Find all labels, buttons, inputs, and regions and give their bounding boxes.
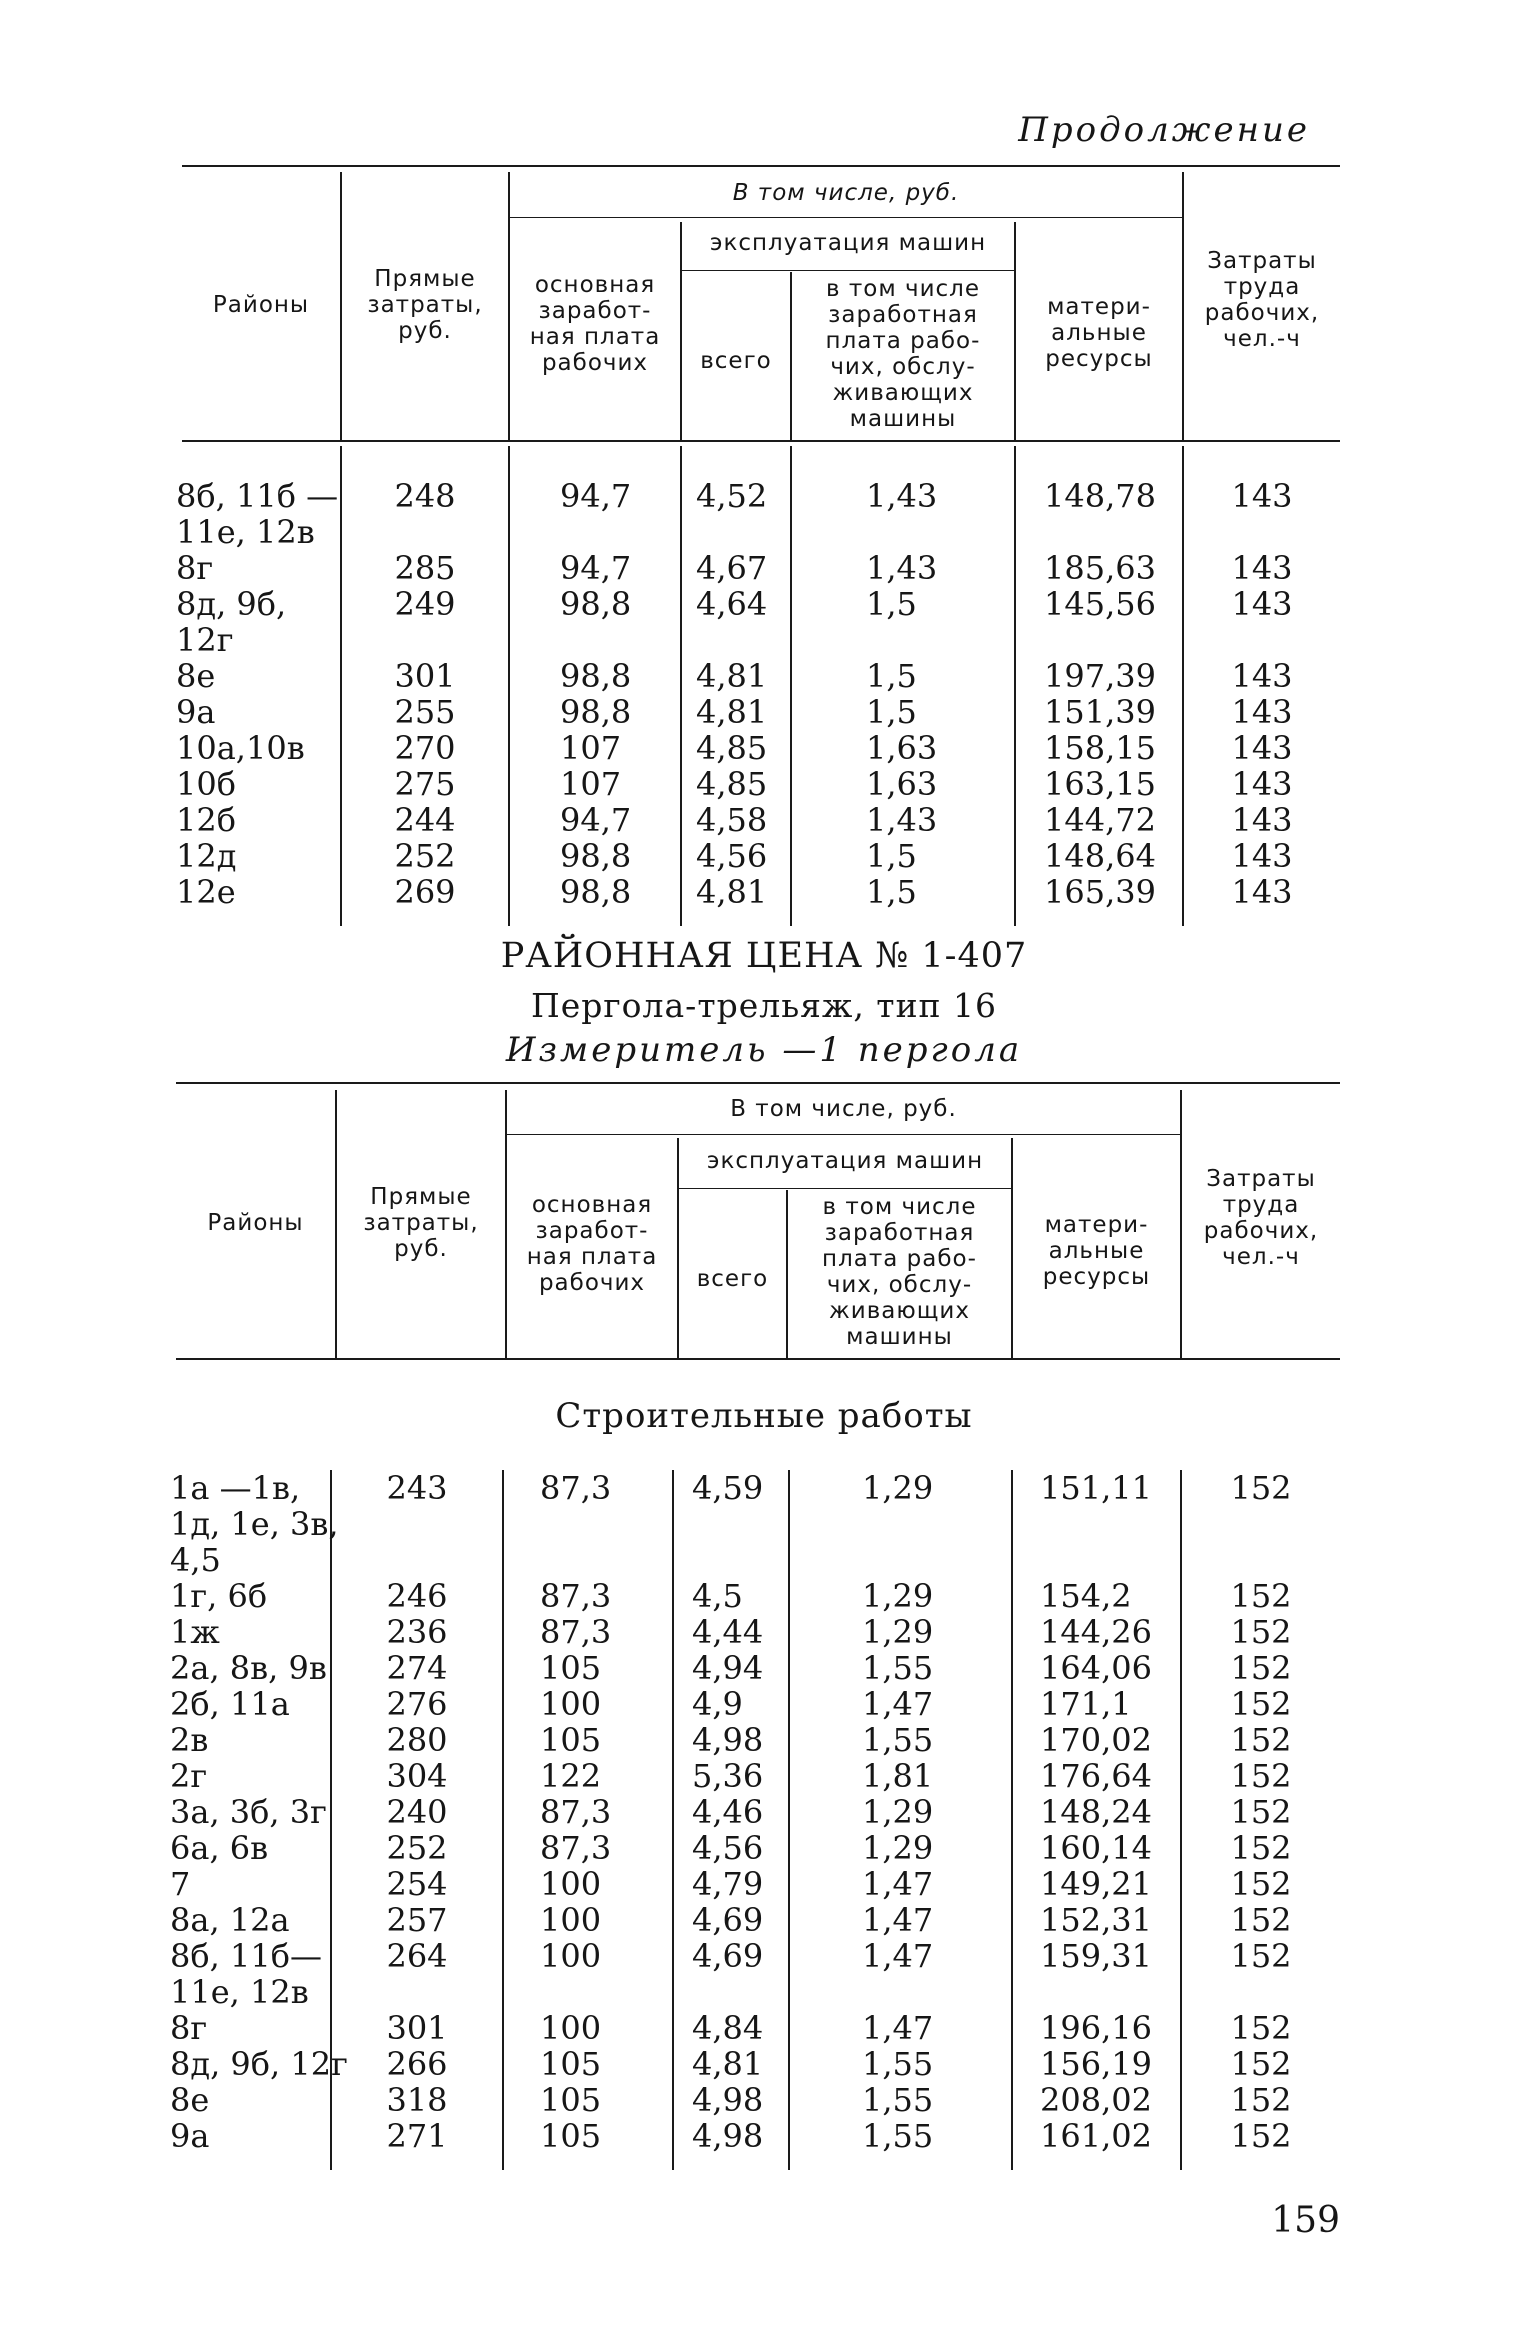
cell-t: 143 — [1231, 729, 1293, 767]
cell-o: 98,8 — [560, 873, 632, 911]
cell-m: 197,39 — [1044, 657, 1156, 695]
cell-p: 243 — [386, 1469, 448, 1507]
cell-t: 143 — [1231, 837, 1293, 875]
cell-m: 152,31 — [1040, 1901, 1152, 1939]
cell-p: 276 — [386, 1685, 448, 1723]
cell-o: 94,7 — [560, 477, 632, 515]
cell-v: 4,94 — [692, 1649, 764, 1687]
cell-m: 148,24 — [1040, 1793, 1152, 1831]
cell-z: 1,5 — [866, 657, 917, 695]
cell-p: 236 — [386, 1613, 448, 1651]
cell-z: 1,55 — [862, 1721, 934, 1759]
cell-p: 318 — [386, 2081, 448, 2119]
cell-t: 152 — [1230, 1649, 1292, 1687]
cell-p: 249 — [394, 585, 456, 623]
cell-z: 1,47 — [862, 1901, 934, 1939]
cell-o: 107 — [560, 765, 622, 803]
cell-r: 10б — [176, 765, 236, 803]
cell-t: 152 — [1230, 1937, 1292, 1975]
cell-t: 152 — [1230, 1865, 1292, 1903]
cell-o: 100 — [540, 1901, 602, 1939]
header-ekspluatatsiya: эксплуатация машин — [709, 230, 987, 256]
cell-v: 4,81 — [696, 693, 768, 731]
header-osnovnaya: основная заработ- ная плата рабочих — [529, 272, 661, 376]
cell-o: 87,3 — [540, 1829, 612, 1867]
cell-r: 1а —1в, 1д, 1е, 3в, 4,5 — [170, 1469, 339, 1579]
cell-z: 1,5 — [866, 837, 917, 875]
cell-m: 151,11 — [1040, 1469, 1152, 1507]
cell-z: 1,29 — [862, 1577, 934, 1615]
cell-p: 252 — [394, 837, 456, 875]
cell-v: 4,5 — [692, 1577, 743, 1615]
cell-o: 105 — [540, 1721, 602, 1759]
cell-r: 9а — [176, 693, 216, 731]
cell-z: 1,29 — [862, 1829, 934, 1867]
cell-m: 151,39 — [1044, 693, 1156, 731]
cell-r: 8д, 9б, 12г — [170, 2045, 348, 2083]
cell-p: 301 — [386, 2009, 448, 2047]
cell-p: 304 — [386, 1757, 448, 1795]
cell-t: 152 — [1230, 2117, 1292, 2155]
cell-t: 152 — [1230, 1757, 1292, 1795]
cell-p: 264 — [386, 1937, 448, 1975]
cell-o: 107 — [560, 729, 622, 767]
header-rayony: Районы — [212, 292, 310, 318]
cell-v: 4,67 — [696, 549, 768, 587]
cell-v: 4,81 — [696, 873, 768, 911]
cell-v: 4,64 — [696, 585, 768, 623]
cell-t: 152 — [1230, 1829, 1292, 1867]
cell-r: 2б, 11а — [170, 1685, 290, 1723]
cell-t: 152 — [1230, 1721, 1292, 1759]
cell-t: 152 — [1230, 1901, 1292, 1939]
cell-t: 143 — [1231, 549, 1293, 587]
cell-r: 9а — [170, 2117, 210, 2155]
cell-p: 240 — [386, 1793, 448, 1831]
cell-t: 152 — [1230, 2081, 1292, 2119]
cell-t: 143 — [1231, 477, 1293, 515]
cell-v: 4,9 — [692, 1685, 743, 1723]
header-v-tom-chisle: В том числе, руб. — [732, 180, 960, 206]
cell-r: 8б, 11б— 11е, 12в — [170, 1937, 322, 2011]
header-materialnye-resursy: матери- альные ресурсы — [1045, 294, 1153, 372]
cell-m: 170,02 — [1040, 1721, 1152, 1759]
header-pryamye-zatraty: Прямые затраты, руб. — [367, 266, 483, 344]
cell-r: 8г — [170, 2009, 208, 2047]
cell-p: 266 — [386, 2045, 448, 2083]
cell-v: 4,85 — [696, 729, 768, 767]
cell-o: 98,8 — [560, 837, 632, 875]
cell-o: 98,8 — [560, 657, 632, 695]
cell-z: 1,47 — [862, 1937, 934, 1975]
cell-p: 269 — [394, 873, 456, 911]
cell-t: 152 — [1230, 1793, 1292, 1831]
cell-r: 12е — [176, 873, 236, 911]
cell-v: 4,81 — [692, 2045, 764, 2083]
cell-p: 271 — [386, 2117, 448, 2155]
cell-m: 160,14 — [1040, 1829, 1152, 1867]
cell-r: 12б — [176, 801, 236, 839]
cell-r: 2в — [170, 1721, 209, 1759]
cell-t: 152 — [1230, 1469, 1292, 1507]
cell-r: 10а,10в — [176, 729, 305, 767]
cell-p: 301 — [394, 657, 456, 695]
cell-p: 244 — [394, 801, 456, 839]
cell-o: 98,8 — [560, 585, 632, 623]
cell-p: 285 — [394, 549, 456, 587]
cell-o: 94,7 — [560, 801, 632, 839]
cell-r: 8е — [170, 2081, 210, 2119]
cell-m: 159,31 — [1040, 1937, 1152, 1975]
cell-p: 274 — [386, 1649, 448, 1687]
cell-r: 8б, 11б — 11е, 12в — [176, 477, 339, 551]
cell-o: 94,7 — [560, 549, 632, 587]
cell-o: 105 — [540, 2045, 602, 2083]
cell-m: 144,26 — [1040, 1613, 1152, 1651]
cell-z: 1,81 — [862, 1757, 934, 1795]
cell-m: 148,64 — [1044, 837, 1156, 875]
cell-t: 152 — [1230, 2045, 1292, 2083]
header-zarabotnaya-plata-mashin: в том числе заработная плата рабо- чих, обслу- живающих машины — [825, 276, 981, 432]
cell-o: 87,3 — [540, 1613, 612, 1651]
page-number: 159 — [1271, 2200, 1340, 2241]
header-osnovnaya: основная заработ- ная плата рабочих — [526, 1192, 658, 1296]
header-vsego: всего — [696, 1266, 769, 1292]
cell-m: 163,15 — [1044, 765, 1156, 803]
cell-r: 8е — [176, 657, 216, 695]
cell-z: 1,63 — [866, 765, 938, 803]
header-vsego: всего — [700, 348, 772, 374]
cell-r: 2а, 8в, 9в — [170, 1649, 327, 1687]
section-measure: Измеритель —1 пергола — [505, 1030, 1023, 1070]
cell-m: 208,02 — [1040, 2081, 1152, 2119]
cell-z: 1,43 — [866, 477, 938, 515]
cell-r: 6а, 6в — [170, 1829, 269, 1867]
cell-m: 148,78 — [1044, 477, 1156, 515]
header-zatraty-truda: Затраты труда рабочих, чел.-ч — [1203, 1166, 1319, 1270]
cell-r: 8г — [176, 549, 214, 587]
cell-z: 1,43 — [866, 549, 938, 587]
cell-o: 87,3 — [540, 1469, 612, 1507]
cell-z: 1,55 — [862, 2117, 934, 2155]
cell-p: 280 — [386, 1721, 448, 1759]
cell-t: 152 — [1230, 1613, 1292, 1651]
cell-m: 176,64 — [1040, 1757, 1152, 1795]
cell-r: 8д, 9б, 12г — [176, 585, 287, 659]
cell-z: 1,55 — [862, 2081, 934, 2119]
cell-r: 2г — [170, 1757, 208, 1795]
cell-z: 1,55 — [862, 1649, 934, 1687]
header-rayony: Районы — [207, 1210, 304, 1236]
cell-o: 100 — [540, 1865, 602, 1903]
continuation-label: Продолжение — [1018, 110, 1310, 150]
cell-o: 105 — [540, 1649, 602, 1687]
cell-o: 87,3 — [540, 1577, 612, 1615]
cell-z: 1,43 — [866, 801, 938, 839]
header-zatraty-truda: Затраты труда рабочих, чел.-ч — [1204, 248, 1320, 352]
cell-t: 152 — [1230, 1685, 1292, 1723]
cell-r: 12д — [176, 837, 237, 875]
header-zarabotnaya-plata-mashin: в том числе заработная плата рабо- чих, обслу- живающих машины — [822, 1194, 977, 1350]
cell-z: 1,5 — [866, 693, 917, 731]
cell-o: 98,8 — [560, 693, 632, 731]
section-label-stroitelnye-raboty: Строительные работы — [555, 1396, 973, 1436]
cell-m: 171,1 — [1040, 1685, 1132, 1723]
section-title: РАЙОННАЯ ЦЕНА № 1-407 — [500, 936, 1028, 976]
cell-v: 4,79 — [692, 1865, 764, 1903]
header-pryamye-zatraty: Прямые затраты, руб. — [363, 1184, 479, 1262]
cell-o: 100 — [540, 2009, 602, 2047]
cell-z: 1,63 — [866, 729, 938, 767]
cell-v: 4,84 — [692, 2009, 764, 2047]
cell-p: 275 — [394, 765, 456, 803]
header-v-tom-chisle: В том числе, руб. — [730, 1096, 957, 1122]
cell-v: 4,56 — [692, 1829, 764, 1867]
header-materialnye-resursy: матери- альные ресурсы — [1042, 1212, 1151, 1290]
cell-z: 1,5 — [866, 585, 917, 623]
cell-p: 248 — [394, 477, 456, 515]
cell-p: 255 — [394, 693, 456, 731]
cell-v: 4,46 — [692, 1793, 764, 1831]
cell-o: 87,3 — [540, 1793, 612, 1831]
cell-m: 165,39 — [1044, 873, 1156, 911]
cell-r: 1г, 6б — [170, 1577, 268, 1615]
cell-p: 254 — [386, 1865, 448, 1903]
cell-v: 4,52 — [696, 477, 768, 515]
cell-t: 143 — [1231, 801, 1293, 839]
cell-t: 143 — [1231, 657, 1293, 695]
cell-v: 4,69 — [692, 1901, 764, 1939]
cell-z: 1,5 — [866, 873, 917, 911]
cell-v: 4,59 — [692, 1469, 764, 1507]
cell-m: 156,19 — [1040, 2045, 1152, 2083]
cell-m: 149,21 — [1040, 1865, 1152, 1903]
cell-z: 1,47 — [862, 2009, 934, 2047]
cell-v: 4,81 — [696, 657, 768, 695]
cell-p: 270 — [394, 729, 456, 767]
cell-r: 8а, 12а — [170, 1901, 290, 1939]
cell-z: 1,29 — [862, 1469, 934, 1507]
cell-m: 158,15 — [1044, 729, 1156, 767]
cell-t: 152 — [1230, 1577, 1292, 1615]
cell-m: 145,56 — [1044, 585, 1156, 623]
section-subtitle: Пергола-трельяж, тип 16 — [530, 986, 998, 1025]
cell-o: 105 — [540, 2081, 602, 2119]
cell-t: 143 — [1231, 693, 1293, 731]
cell-r: 3а, 3б, 3г — [170, 1793, 327, 1831]
cell-p: 246 — [386, 1577, 448, 1615]
cell-t: 143 — [1231, 873, 1293, 911]
cell-z: 1,29 — [862, 1613, 934, 1651]
cell-m: 154,2 — [1040, 1577, 1132, 1615]
cell-o: 122 — [540, 1757, 602, 1795]
cell-m: 164,06 — [1040, 1649, 1152, 1687]
cell-m: 144,72 — [1044, 801, 1156, 839]
cell-z: 1,47 — [862, 1865, 934, 1903]
cell-v: 4,58 — [696, 801, 768, 839]
cell-v: 4,98 — [692, 2117, 764, 2155]
cell-o: 105 — [540, 2117, 602, 2155]
cell-p: 252 — [386, 1829, 448, 1867]
cell-t: 152 — [1230, 2009, 1292, 2047]
cell-v: 4,69 — [692, 1937, 764, 1975]
cell-z: 1,29 — [862, 1793, 934, 1831]
cell-r: 1ж — [170, 1613, 220, 1651]
cell-v: 4,98 — [692, 1721, 764, 1759]
cell-v: 5,36 — [692, 1757, 764, 1795]
cell-o: 100 — [540, 1685, 602, 1723]
header-ekspluatatsiya: эксплуатация машин — [706, 1148, 984, 1174]
cell-t: 143 — [1231, 585, 1293, 623]
cell-v: 4,56 — [696, 837, 768, 875]
cell-t: 143 — [1231, 765, 1293, 803]
cell-p: 257 — [386, 1901, 448, 1939]
cell-m: 161,02 — [1040, 2117, 1152, 2155]
cell-v: 4,98 — [692, 2081, 764, 2119]
cell-m: 185,63 — [1044, 549, 1156, 587]
cell-v: 4,85 — [696, 765, 768, 803]
cell-m: 196,16 — [1040, 2009, 1152, 2047]
cell-z: 1,55 — [862, 2045, 934, 2083]
cell-z: 1,47 — [862, 1685, 934, 1723]
cell-v: 4,44 — [692, 1613, 764, 1651]
cell-r: 7 — [170, 1865, 191, 1903]
cell-o: 100 — [540, 1937, 602, 1975]
